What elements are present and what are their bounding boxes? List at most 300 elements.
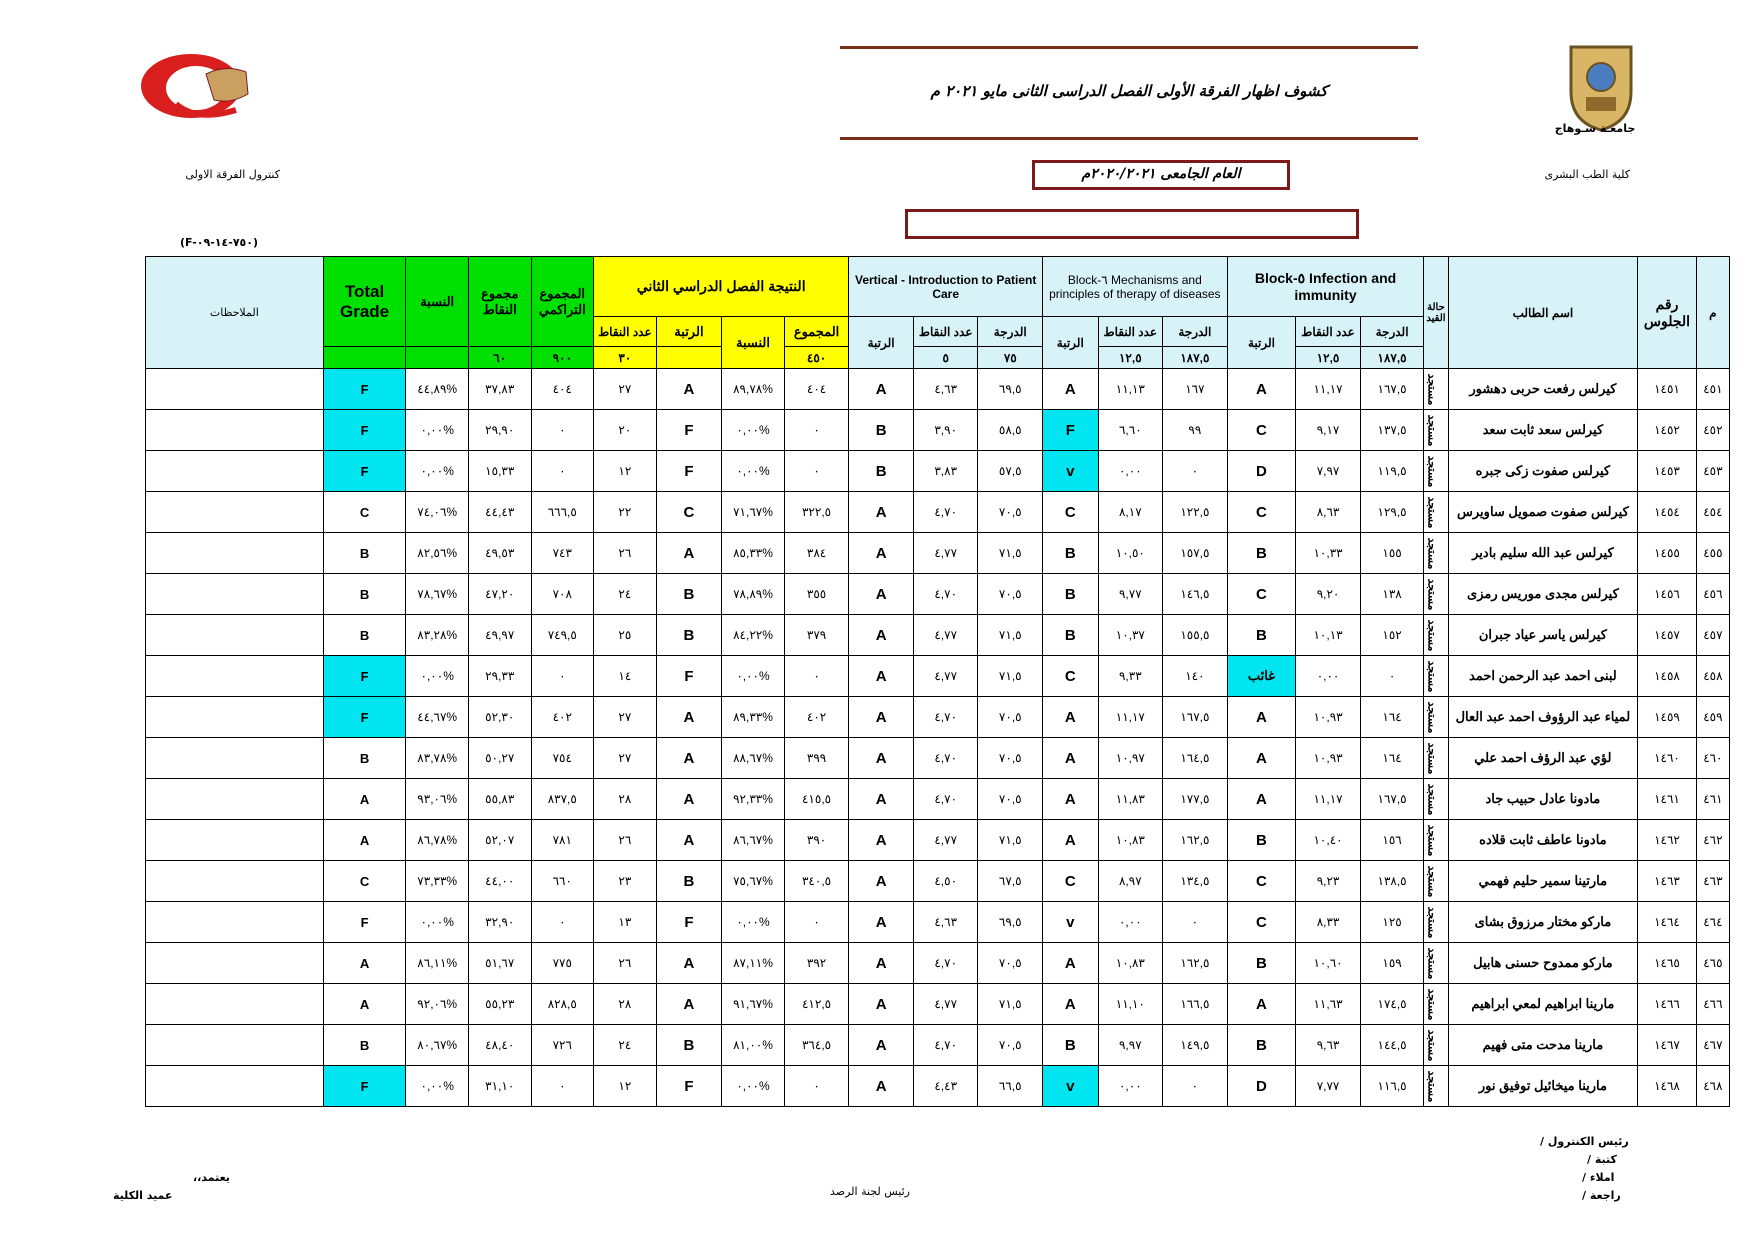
- b5-points: ١١,١٧: [1296, 369, 1361, 410]
- col-total-points: مجموع النقاط: [468, 257, 531, 347]
- total-points: ٤٧,٢٠: [468, 574, 531, 615]
- row-name: مارينا ميخائيل توفيق نور: [1448, 1066, 1638, 1107]
- row-status: [1424, 820, 1448, 861]
- v-points: ٤,٧٠: [913, 492, 978, 533]
- cumulative: ٨٢٨,٥: [531, 984, 594, 1025]
- b6-rank: A: [1043, 738, 1098, 779]
- v-degree: ٧١,٥: [978, 656, 1043, 697]
- v-rank: A: [849, 697, 914, 738]
- b6-points: ١٠,٨٣: [1098, 943, 1163, 984]
- b6-degree: ٩٩: [1163, 410, 1228, 451]
- sem-percent: %٨١,٠٠: [722, 1025, 785, 1066]
- sem-points-h: عدد النقاط: [594, 317, 657, 347]
- table-row: [146, 1066, 1730, 1107]
- b5-points: ٨,٦٣: [1296, 492, 1361, 533]
- status-text: مستجد: [1425, 988, 1438, 1020]
- row-name: كيرلس صفوت صمويل ساويرس: [1448, 492, 1638, 533]
- total-grade: A: [323, 984, 406, 1025]
- sem-percent: %٨٦,٦٧: [722, 820, 785, 861]
- b6-points: ٨,٩٧: [1098, 861, 1163, 902]
- v-rank: A: [849, 902, 914, 943]
- total-points: ٥١,٦٧: [468, 943, 531, 984]
- b6-points: ٨,١٧: [1098, 492, 1163, 533]
- b5-points: ٩,١٧: [1296, 410, 1361, 451]
- status-text: مستجد: [1425, 824, 1438, 856]
- percent: %٠,٠٠: [406, 656, 469, 697]
- row-notes: [146, 410, 324, 451]
- total-points: ٥٥,٢٣: [468, 984, 531, 1025]
- b6-degree-max: ١٨٧,٥: [1163, 347, 1228, 369]
- row-num: ٤٥٧: [1696, 615, 1729, 656]
- sem-rank: A: [656, 779, 722, 820]
- v-points: ٤,٤٣: [913, 1066, 978, 1107]
- v-degree: ٦٩,٥: [978, 369, 1043, 410]
- percent: %٨٢,٥٦: [406, 533, 469, 574]
- cumulative: ٠: [531, 656, 594, 697]
- row-name: لؤي عبد الرؤف احمد علي: [1448, 738, 1638, 779]
- b6-degree: ١٢٢,٥: [1163, 492, 1228, 533]
- total-grade: B: [323, 574, 406, 615]
- row-num: ٤٦٨: [1696, 1066, 1729, 1107]
- university-name: جامعـة سـوهاج: [1554, 122, 1636, 135]
- row-seat: ١٤٦٦: [1638, 984, 1697, 1025]
- total-points: ٣١,١٠: [468, 1066, 531, 1107]
- v-degree: ٦٩,٥: [978, 902, 1043, 943]
- b5-rank: B: [1227, 943, 1296, 984]
- b5-points-h: عدد النقاط: [1296, 317, 1361, 347]
- committee-head-label: رئيس لجنة الرصد: [830, 1185, 910, 1198]
- sem-percent: %٨٩,٧٨: [722, 369, 785, 410]
- row-notes: [146, 533, 324, 574]
- b6-points: ٦,٦٠: [1098, 410, 1163, 451]
- sem-total: ٠: [784, 410, 849, 451]
- row-seat: ١٤٥٣: [1638, 451, 1697, 492]
- sem-percent: %٠,٠٠: [722, 656, 785, 697]
- b6-degree: ١٦٦,٥: [1163, 984, 1228, 1025]
- sem-percent: %٨٨,٦٧: [722, 738, 785, 779]
- sem-percent: %٨٥,٣٣: [722, 533, 785, 574]
- b6-points: ٠,٠٠: [1098, 451, 1163, 492]
- v-degree: ٧٠,٥: [978, 738, 1043, 779]
- row-status: [1424, 492, 1448, 533]
- sem-percent: %٠,٠٠: [722, 410, 785, 451]
- sem-rank-h: الرتبة: [656, 317, 722, 347]
- control-name: كنترول الفرقة الاولى: [185, 168, 280, 181]
- row-num: ٤٥٤: [1696, 492, 1729, 533]
- cumulative: ٧٤٩,٥: [531, 615, 594, 656]
- b6-rank: v: [1043, 902, 1098, 943]
- status-text: مستجد: [1425, 701, 1438, 733]
- cumulative: ٦٦٠: [531, 861, 594, 902]
- v-degree-max: ٧٥: [978, 347, 1043, 369]
- v-points: ٣,٨٣: [913, 451, 978, 492]
- b5-points: ٧,٧٧: [1296, 1066, 1361, 1107]
- v-rank: A: [849, 615, 914, 656]
- row-num: ٤٥٣: [1696, 451, 1729, 492]
- sem-total: ٣٤٠,٥: [784, 861, 849, 902]
- col-block5: Block-٥ Infection and immunity: [1227, 257, 1424, 317]
- total-grade: F: [323, 1066, 406, 1107]
- row-notes: [146, 779, 324, 820]
- b5-points: ١٠,٩٣: [1296, 697, 1361, 738]
- b6-points: ٠,٠٠: [1098, 1066, 1163, 1107]
- sem-points: ٢٦: [594, 943, 657, 984]
- v-points: ٣,٩٠: [913, 410, 978, 451]
- row-status: [1424, 369, 1448, 410]
- total-points: ٤٩,٥٣: [468, 533, 531, 574]
- v-rank: B: [849, 451, 914, 492]
- total-grade: F: [323, 902, 406, 943]
- b6-rank-h: الرتبة: [1043, 317, 1098, 369]
- row-notes: [146, 738, 324, 779]
- b6-points: ٩,٣٣: [1098, 656, 1163, 697]
- b6-degree: ١٤٦,٥: [1163, 574, 1228, 615]
- col-cumulative: المجموع التراكمي: [531, 257, 594, 347]
- table-row: [146, 943, 1730, 984]
- v-points: ٤,٧٧: [913, 656, 978, 697]
- total-grade: B: [323, 738, 406, 779]
- cumulative: ٠: [531, 451, 594, 492]
- b6-degree: ١٦٧,٥: [1163, 697, 1228, 738]
- v-points: ٤,٧٠: [913, 697, 978, 738]
- b5-rank: C: [1227, 574, 1296, 615]
- b5-rank: A: [1227, 738, 1296, 779]
- row-num: ٤٥٦: [1696, 574, 1729, 615]
- table-row: [146, 533, 1730, 574]
- row-num: ٤٦٣: [1696, 861, 1729, 902]
- row-name: كيرلس سعد ثابت سعد: [1448, 410, 1638, 451]
- v-points: ٤,٦٣: [913, 369, 978, 410]
- sem-total: ٣٢٢,٥: [784, 492, 849, 533]
- v-degree: ٥٨,٥: [978, 410, 1043, 451]
- total-points: ٥٢,٠٧: [468, 820, 531, 861]
- row-notes: [146, 820, 324, 861]
- v-rank-h: الرتبة: [849, 317, 914, 369]
- b5-rank: D: [1227, 451, 1296, 492]
- sem-rank-empty: [656, 347, 722, 369]
- v-rank: A: [849, 738, 914, 779]
- row-status: [1424, 574, 1448, 615]
- row-notes: [146, 656, 324, 697]
- total-points: ٤٨,٤٠: [468, 1025, 531, 1066]
- row-seat: ١٤٦٨: [1638, 1066, 1697, 1107]
- sem-points: ٢٢: [594, 492, 657, 533]
- b6-degree: ٠: [1163, 1066, 1228, 1107]
- sem-total: ٣٩٢: [784, 943, 849, 984]
- row-seat: ١٤٦٧: [1638, 1025, 1697, 1066]
- row-num: ٤٥٥: [1696, 533, 1729, 574]
- total-points: ٤٤,٠٠: [468, 861, 531, 902]
- sem-points: ٢٧: [594, 369, 657, 410]
- top-divider: [840, 46, 1418, 49]
- v-points-h: عدد النقاط: [913, 317, 978, 347]
- row-notes: [146, 451, 324, 492]
- v-points: ٤,٧٧: [913, 984, 978, 1025]
- total-points: ٥٢,٣٠: [468, 697, 531, 738]
- table-row: [146, 369, 1730, 410]
- cumulative: ٧٠٨: [531, 574, 594, 615]
- percent: %٨٦,٧٨: [406, 820, 469, 861]
- row-num: ٤٦٢: [1696, 820, 1729, 861]
- b5-degree: ١٧٤,٥: [1360, 984, 1424, 1025]
- b6-rank: C: [1043, 492, 1098, 533]
- row-name: مارينا ابراهيم لمعي ابراهيم: [1448, 984, 1638, 1025]
- row-notes: [146, 1025, 324, 1066]
- table-row: [146, 984, 1730, 1025]
- review-label: راجعة /: [1582, 1189, 1621, 1202]
- b6-rank: B: [1043, 615, 1098, 656]
- cumulative: ٧٧٥: [531, 943, 594, 984]
- v-degree: ٧٠,٥: [978, 697, 1043, 738]
- b5-degree: ١٥٥: [1360, 533, 1424, 574]
- b5-rank: C: [1227, 492, 1296, 533]
- b5-degree-max: ١٨٧,٥: [1360, 347, 1424, 369]
- b5-degree: ١٥٢: [1360, 615, 1424, 656]
- row-status: [1424, 615, 1448, 656]
- b5-degree: ١٥٩: [1360, 943, 1424, 984]
- sem-total: ٠: [784, 1066, 849, 1107]
- sem-points: ٢٦: [594, 820, 657, 861]
- b5-rank: A: [1227, 697, 1296, 738]
- row-seat: ١٤٦٢: [1638, 820, 1697, 861]
- cumulative: ٠: [531, 1066, 594, 1107]
- control-head-label: رئيس الكنترول /: [1540, 1135, 1629, 1148]
- b5-rank: C: [1227, 902, 1296, 943]
- row-name: كيرلس ياسر عياد جبران: [1448, 615, 1638, 656]
- b6-degree: ٠: [1163, 902, 1228, 943]
- status-text: مستجد: [1425, 1070, 1438, 1102]
- row-seat: ١٤٥٨: [1638, 656, 1697, 697]
- percent: %٨٠,٦٧: [406, 1025, 469, 1066]
- v-rank: A: [849, 1066, 914, 1107]
- v-points: ٤,٧٠: [913, 1025, 978, 1066]
- total-points: ٣٢,٩٠: [468, 902, 531, 943]
- total-grade: B: [323, 533, 406, 574]
- v-points: ٤,٦٣: [913, 902, 978, 943]
- b5-rank: B: [1227, 1025, 1296, 1066]
- b6-degree: ١٥٥,٥: [1163, 615, 1228, 656]
- row-name: كيرلس صفوت زكى جبره: [1448, 451, 1638, 492]
- v-degree: ٧١,٥: [978, 615, 1043, 656]
- total-points-max: ٦٠: [468, 347, 531, 369]
- sem-percent: %٧٨,٨٩: [722, 574, 785, 615]
- b5-points: ٠,٠٠: [1296, 656, 1361, 697]
- b6-degree: ١٦٢,٥: [1163, 943, 1228, 984]
- sem-rank: B: [656, 861, 722, 902]
- v-degree: ٧١,٥: [978, 533, 1043, 574]
- v-degree-h: الدرجة: [978, 317, 1043, 347]
- percent: %٤٤,٦٧: [406, 697, 469, 738]
- sem-points: ١٢: [594, 1066, 657, 1107]
- sem-total: ٣٧٩: [784, 615, 849, 656]
- b6-degree: ١٦٧: [1163, 369, 1228, 410]
- total-points: ١٥,٣٣: [468, 451, 531, 492]
- sem-percent: %٧١,٦٧: [722, 492, 785, 533]
- row-seat: ١٤٥٩: [1638, 697, 1697, 738]
- v-rank: A: [849, 533, 914, 574]
- v-rank: A: [849, 861, 914, 902]
- row-status: [1424, 902, 1448, 943]
- sem-rank: A: [656, 369, 722, 410]
- row-status: [1424, 738, 1448, 779]
- results-table: [145, 256, 1730, 1107]
- table-row: [146, 1025, 1730, 1066]
- status-text: مستجد: [1425, 496, 1438, 528]
- table-row: [146, 451, 1730, 492]
- b5-points: ١٠,٩٣: [1296, 738, 1361, 779]
- col-num: م: [1696, 257, 1729, 369]
- b5-points: ٩,٢٣: [1296, 861, 1361, 902]
- percent: %٠,٠٠: [406, 1066, 469, 1107]
- row-seat: ١٤٦١: [1638, 779, 1697, 820]
- sem-total: ٠: [784, 902, 849, 943]
- sem-rank: A: [656, 820, 722, 861]
- percent: %٠,٠٠: [406, 410, 469, 451]
- v-rank: A: [849, 369, 914, 410]
- b6-degree-h: الدرجة: [1163, 317, 1228, 347]
- row-status: [1424, 861, 1448, 902]
- sem-points: ٢٦: [594, 533, 657, 574]
- b5-points: ١١,١٧: [1296, 779, 1361, 820]
- row-notes: [146, 984, 324, 1025]
- sem-points-max: ٣٠: [594, 347, 657, 369]
- sem-rank: C: [656, 492, 722, 533]
- total-points: ٤٤,٤٣: [468, 492, 531, 533]
- cumulative: ٤٠٤: [531, 369, 594, 410]
- total-points: ٤٩,٩٧: [468, 615, 531, 656]
- v-points: ٤,٧٧: [913, 820, 978, 861]
- row-num: ٤٦٤: [1696, 902, 1729, 943]
- row-num: ٤٦٧: [1696, 1025, 1729, 1066]
- b6-degree: ١٧٧,٥: [1163, 779, 1228, 820]
- v-points: ٤,٧٠: [913, 943, 978, 984]
- row-notes: [146, 574, 324, 615]
- b5-degree: ١١٩,٥: [1360, 451, 1424, 492]
- row-notes: [146, 615, 324, 656]
- b5-points: ٧,٩٧: [1296, 451, 1361, 492]
- b5-points: ٨,٣٣: [1296, 902, 1361, 943]
- percent: %٩٣,٠٦: [406, 779, 469, 820]
- b5-rank: B: [1227, 615, 1296, 656]
- row-name: كيرلس مجدى موريس رمزى: [1448, 574, 1638, 615]
- sem-rank: A: [656, 984, 722, 1025]
- v-rank: A: [849, 820, 914, 861]
- row-num: ٤٥٨: [1696, 656, 1729, 697]
- sem-points: ١٢: [594, 451, 657, 492]
- col-total-grade: Total Grade: [323, 257, 406, 347]
- sem-percent: %٠,٠٠: [722, 451, 785, 492]
- b5-degree-h: الدرجة: [1360, 317, 1424, 347]
- b6-points: ١١,١٠: [1098, 984, 1163, 1025]
- row-status: [1424, 1066, 1448, 1107]
- cumulative: ٦٦٦,٥: [531, 492, 594, 533]
- sem-total-h: المجموع: [784, 317, 849, 347]
- cumulative: ٨٣٧,٥: [531, 779, 594, 820]
- sem-points: ٢٨: [594, 779, 657, 820]
- row-num: ٤٥١: [1696, 369, 1729, 410]
- sem-rank: A: [656, 738, 722, 779]
- v-rank: A: [849, 943, 914, 984]
- v-points-max: ٥: [913, 347, 978, 369]
- b6-rank: A: [1043, 697, 1098, 738]
- sem-points: ٢٥: [594, 615, 657, 656]
- percent: %٤٤,٨٩: [406, 369, 469, 410]
- sem-total: ٠: [784, 451, 849, 492]
- sem-total: ٣٩٠: [784, 820, 849, 861]
- table-row: [146, 492, 1730, 533]
- row-notes: [146, 943, 324, 984]
- sem-rank: F: [656, 656, 722, 697]
- row-num: ٤٦١: [1696, 779, 1729, 820]
- b6-rank: v: [1043, 1066, 1098, 1107]
- row-name: كيرلس رفعت حربى دهشور: [1448, 369, 1638, 410]
- row-name: مارتينا سمير حليم فهمي: [1448, 861, 1638, 902]
- percent: %٨٣,٧٨: [406, 738, 469, 779]
- row-status: [1424, 984, 1448, 1025]
- total-grade: F: [323, 656, 406, 697]
- status-text: مستجد: [1425, 619, 1438, 651]
- sem-percent: %٩٢,٣٣: [722, 779, 785, 820]
- b6-degree: ١٤٩,٥: [1163, 1025, 1228, 1066]
- row-name: لمياء عبد الرؤوف احمد عبد العال: [1448, 697, 1638, 738]
- b5-degree: ١٤٤,٥: [1360, 1025, 1424, 1066]
- row-seat: ١٤٦٣: [1638, 861, 1697, 902]
- row-seat: ١٤٦٠: [1638, 738, 1697, 779]
- v-degree: ٧١,٥: [978, 984, 1043, 1025]
- faculty-logo: [136, 44, 266, 124]
- b5-degree: ١٢٩,٥: [1360, 492, 1424, 533]
- b6-points: ٩,٧٧: [1098, 574, 1163, 615]
- sem-rank: F: [656, 902, 722, 943]
- approved-label: يعتمد،،: [193, 1171, 230, 1184]
- b6-rank: B: [1043, 574, 1098, 615]
- v-rank: A: [849, 1025, 914, 1066]
- b6-rank: F: [1043, 410, 1098, 451]
- v-rank: B: [849, 410, 914, 451]
- sem-points: ١٤: [594, 656, 657, 697]
- total-grade: F: [323, 451, 406, 492]
- table-row: [146, 574, 1730, 615]
- cumulative: ٧٥٤: [531, 738, 594, 779]
- row-num: ٤٥٢: [1696, 410, 1729, 451]
- col-status: حالة القيد: [1424, 257, 1448, 369]
- b6-points: ١١,٨٣: [1098, 779, 1163, 820]
- cumulative: ٠: [531, 410, 594, 451]
- sem-percent: %٠,٠٠: [722, 902, 785, 943]
- status-text: مستجد: [1425, 947, 1438, 979]
- b6-rank: A: [1043, 369, 1098, 410]
- sem-percent: %٨٧,١١: [722, 943, 785, 984]
- percent: %٩٢,٠٦: [406, 984, 469, 1025]
- status-text: مستجد: [1425, 742, 1438, 774]
- b6-degree: ١٣٤,٥: [1163, 861, 1228, 902]
- sem-total: ٠: [784, 656, 849, 697]
- b5-rank-h: الرتبة: [1227, 317, 1296, 369]
- total-points: ٣٧,٨٣: [468, 369, 531, 410]
- v-rank: A: [849, 656, 914, 697]
- sem-rank: A: [656, 533, 722, 574]
- sem-percent: %٨٤,٢٢: [722, 615, 785, 656]
- row-seat: ١٤٥١: [1638, 369, 1697, 410]
- row-notes: [146, 697, 324, 738]
- v-degree: ٧٠,٥: [978, 574, 1043, 615]
- row-notes: [146, 492, 324, 533]
- b5-rank: D: [1227, 1066, 1296, 1107]
- row-num: ٤٥٩: [1696, 697, 1729, 738]
- table-row: [146, 697, 1730, 738]
- dictation-label: املاء /: [1582, 1171, 1615, 1184]
- b5-degree: ١٥٦: [1360, 820, 1424, 861]
